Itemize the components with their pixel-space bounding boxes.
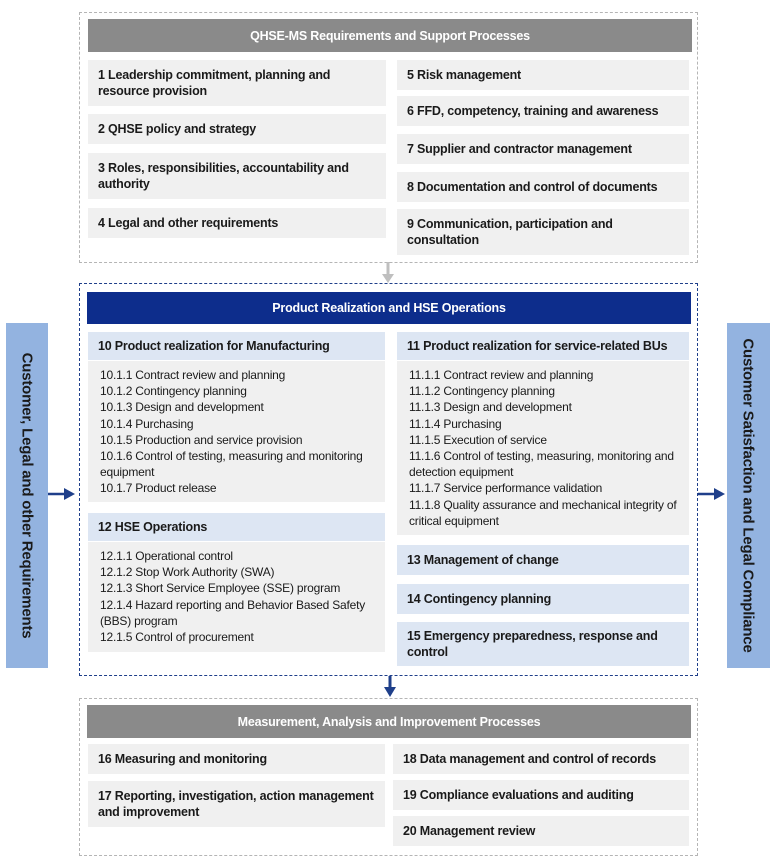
list-item: 10.1.1 Contract review and planning — [100, 368, 286, 382]
process-box-15: 15 Emergency preparedness, response and control — [397, 622, 689, 666]
list-item: 12.1.4 Hazard reporting and Behavior Based Safety (BBS) program — [100, 597, 366, 628]
arrow-right-left-icon — [48, 487, 76, 501]
hse-operations-header: 12 HSE Operations — [88, 513, 385, 541]
arrow-down-navy-icon — [382, 676, 398, 698]
process-box-18: 18 Data management and control of records — [393, 744, 689, 774]
customer-requirements-label: Customer, Legal and other Requirements — [18, 352, 36, 639]
service-header: 11 Product realization for service-related BUs — [397, 332, 689, 360]
process-box-4: 4 Legal and other requirements — [88, 208, 386, 238]
list-item: 11.1.4 Purchasing — [409, 416, 502, 431]
list-item: 11.1.2 Contingency planning — [409, 384, 555, 399]
list-item: 11.1.7 Service performance validation — [409, 481, 603, 496]
manufacturing-list — [88, 361, 385, 502]
arrow-right-right-icon — [698, 487, 726, 501]
list-item: 11.1.8 Quality assurance and mechanical integrity of critical equipment — [409, 497, 677, 528]
process-box-7: 7 Supplier and contractor management — [397, 134, 689, 164]
list-item: 11.1.1 Contract review and planning — [409, 368, 594, 382]
list-item: 11.1.6 Control of testing, measuring, monitoring and detection equipment — [409, 449, 674, 480]
operations-header: Product Realization and HSE Operations — [87, 292, 691, 324]
process-box-9: 9 Communication, participation and consultation — [397, 209, 689, 255]
process-box-19: 19 Compliance evaluations and auditing — [393, 780, 689, 810]
list-item: 12.1.1 Operational control — [100, 549, 233, 563]
customer-satisfaction-bar — [727, 323, 770, 668]
hse-operations-list — [88, 542, 385, 652]
process-box-1: 1 Leadership commitment, planning and resource provision — [88, 60, 386, 106]
process-box-3: 3 Roles, responsibilities, accountability and authority — [88, 153, 386, 199]
process-box-20: 20 Management review — [393, 816, 689, 846]
list-item: 12.1.2 Stop Work Authority (SWA) — [100, 565, 275, 580]
list-item: 11.1.3 Design and development — [409, 400, 572, 415]
process-box-5: 5 Risk management — [397, 60, 689, 90]
process-box-13: 13 Management of change — [397, 545, 689, 575]
arrow-down-gray-icon — [380, 262, 396, 284]
process-box-2: 2 QHSE policy and strategy — [88, 114, 386, 144]
customer-requirements-bar — [6, 323, 48, 668]
process-box-8: 8 Documentation and control of documents — [397, 172, 689, 202]
list-item: 10.1.3 Design and development — [100, 400, 264, 415]
list-item: 11.1.5 Execution of service — [409, 432, 547, 447]
manufacturing-header: 10 Product realization for Manufacturing — [88, 332, 385, 360]
requirements-header: QHSE-MS Requirements and Support Processes — [88, 19, 692, 52]
list-item: 10.1.2 Contingency planning — [100, 384, 247, 399]
list-item: 10.1.4 Purchasing — [100, 416, 194, 431]
customer-satisfaction-label: Customer Satisfaction and Legal Compliance — [740, 338, 758, 653]
list-item: 12.1.3 Short Service Employee (SSE) program — [100, 581, 341, 596]
process-box-14: 14 Contingency planning — [397, 584, 689, 614]
list-item: 10.1.7 Product release — [100, 481, 217, 496]
list-item: 10.1.5 Production and service provision — [100, 432, 303, 447]
measurement-header: Measurement, Analysis and Improvement Processes — [87, 705, 691, 738]
list-item: 12.1.5 Control of procurement — [100, 630, 254, 645]
process-box-17: 17 Reporting, investigation, action management and improvement — [88, 781, 385, 827]
list-item: 10.1.6 Control of testing, measuring and monitoring equipment — [100, 449, 363, 480]
service-list — [397, 361, 689, 535]
process-box-6: 6 FFD, competency, training and awareness — [397, 96, 689, 126]
process-box-16: 16 Measuring and monitoring — [88, 744, 385, 774]
